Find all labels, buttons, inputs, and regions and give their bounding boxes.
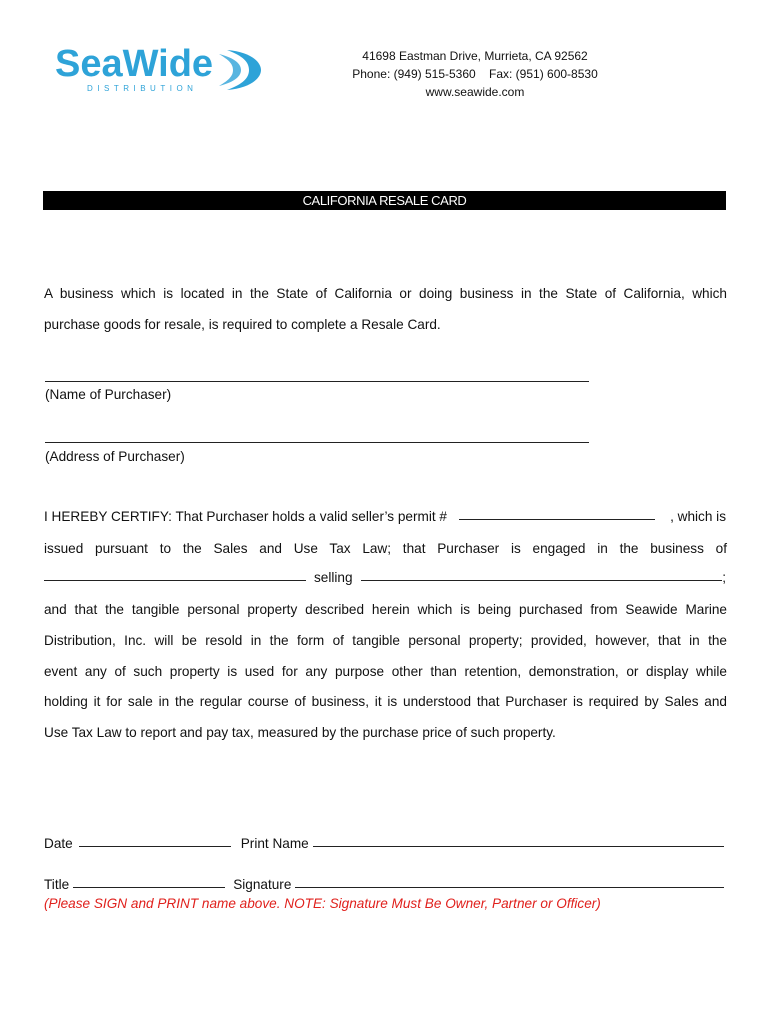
company-website: www.seawide.com — [425, 85, 525, 99]
purchaser-address-line[interactable] — [45, 442, 589, 443]
certify-line-4: and that the tangible personal property described herein which is being purchased from Seawide Marine — [44, 602, 727, 617]
permit-number-field[interactable] — [459, 518, 655, 520]
certify-line-7: holding it for sale in the regular course of business, it is understood that Purchaser is required by Sales and — [44, 694, 727, 709]
certify-text-a: I HEREBY CERTIFY: That Purchaser holds a valid seller’s permit # — [44, 509, 447, 524]
title-signature-row — [44, 877, 724, 892]
title-field[interactable] — [73, 886, 225, 888]
document-title-bar — [43, 191, 726, 210]
certify-line-5: Distribution, Inc. will be resold in the form of tangible personal property; provided, however, that in the — [44, 633, 727, 648]
logo-wave-mark-inner — [219, 54, 241, 86]
company-address: 41698 Eastman Drive, Murrieta, CA 92562 — [362, 49, 588, 63]
business-type-field[interactable] — [44, 579, 306, 581]
print-name-field[interactable] — [313, 845, 724, 847]
logo-wave-mark — [227, 50, 261, 90]
purchaser-name-label: (Name of Purchaser) — [45, 387, 172, 402]
certify-line-3-end: ; — [722, 570, 726, 585]
seawide-logo-graphic — [55, 38, 270, 98]
certify-line-8: Use Tax Law to report and pay tax, measured by the purchase price of such property. — [44, 725, 556, 740]
purchaser-address-label: (Address of Purchaser) — [45, 449, 185, 464]
date-label: Date — [44, 836, 73, 851]
signature-note: (Please SIGN and PRINT name above. NOTE: Signature Must Be Owner, Partner or Officer) — [44, 896, 601, 911]
certify-line-6: event any of such property is used for any purpose other than retention, demonstration, or display while — [44, 664, 727, 679]
certify-selling-label: selling — [314, 570, 353, 585]
title-label: Title — [44, 877, 70, 892]
date-field[interactable] — [79, 845, 231, 847]
logo-subtitle: DISTRIBUTION — [87, 84, 198, 93]
print-name-label: Print Name — [240, 836, 309, 851]
certify-line-2: issued pursuant to the Sales and Use Tax Law; that Purchaser is engaged in the business of — [44, 541, 727, 556]
logo-wordmark: SeaWide — [55, 43, 214, 85]
date-print-name-row — [44, 836, 724, 851]
intro-line-1: A business which is located in the State of California or doing business in the State of California, which — [44, 286, 727, 301]
goods-sold-field[interactable] — [361, 579, 723, 581]
certify-text-b: , which is — [670, 509, 726, 524]
certify-line-3 — [44, 570, 726, 585]
certify-line-1 — [44, 509, 726, 524]
document-title: CALIFORNIA RESALE CARD — [302, 193, 467, 208]
company-address-block — [330, 47, 620, 101]
purchaser-name-line[interactable] — [45, 381, 589, 382]
signature-field[interactable] — [295, 886, 724, 888]
seawide-logo — [55, 38, 270, 98]
signature-label: Signature — [233, 877, 292, 892]
company-phone-fax: Phone: (949) 515-5360 Fax: (951) 600-8530 — [352, 67, 598, 81]
intro-line-2: purchase goods for resale, is required to complete a Resale Card. — [44, 317, 441, 332]
